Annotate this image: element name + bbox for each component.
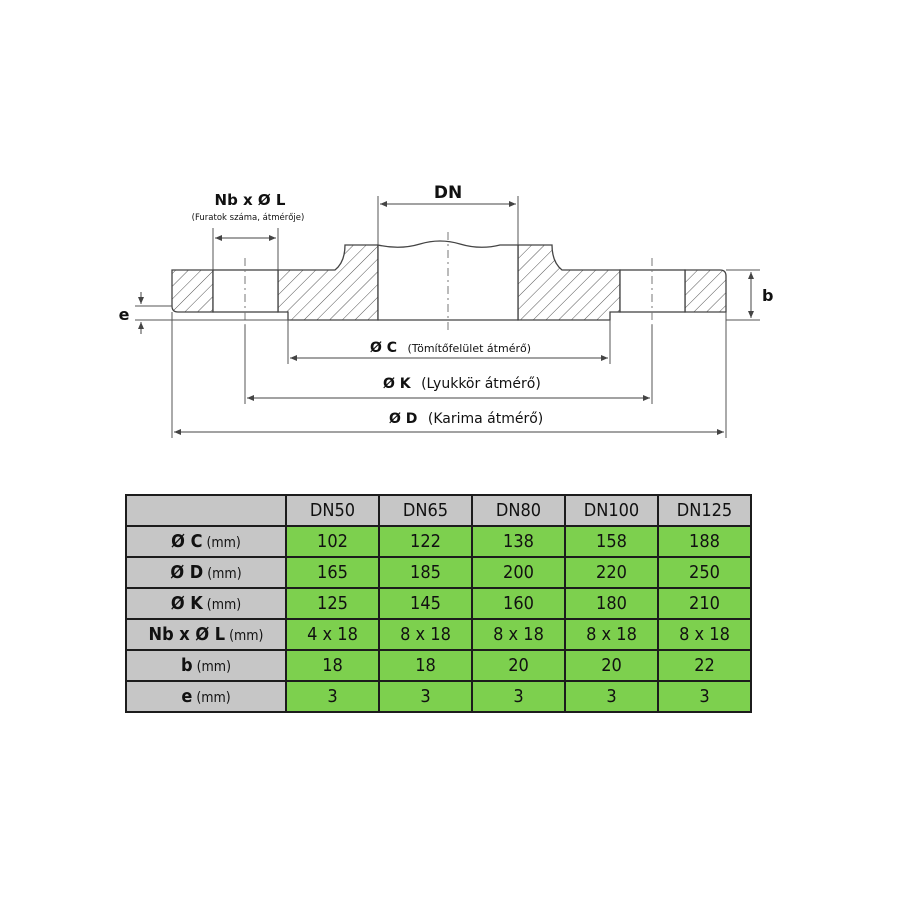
table-cell: 102 — [286, 526, 379, 557]
table-row — [126, 557, 751, 588]
d-dimension-label — [389, 411, 543, 427]
e-label: e — [118, 305, 130, 324]
table-header-row — [126, 495, 751, 526]
row-symbol: Ø D — [170, 562, 204, 583]
right-rim-section — [685, 270, 726, 312]
table-cell: 8 x 18 — [379, 619, 472, 650]
table-row — [126, 619, 751, 650]
column-header: DN125 — [658, 495, 751, 526]
row-header — [126, 681, 286, 712]
row-unit: (mm) — [196, 690, 231, 706]
row-symbol: Ø K — [170, 593, 203, 614]
nbl-sublabel: (Furatok száma, átmérője) — [191, 213, 305, 223]
table-cell: 188 — [658, 526, 751, 557]
row-symbol: e — [181, 686, 193, 707]
k-dimension-label — [383, 376, 541, 392]
table-cell: 180 — [565, 588, 658, 619]
row-unit: (mm) — [206, 597, 242, 613]
table-cell: 210 — [658, 588, 751, 619]
table-cell: 165 — [286, 557, 379, 588]
table-cell: 8 x 18 — [565, 619, 658, 650]
table-cell: 20 — [472, 650, 565, 681]
table-cell: 160 — [472, 588, 565, 619]
table-cell: 3 — [565, 681, 658, 712]
table-cell: 20 — [565, 650, 658, 681]
table-cell: 8 x 18 — [472, 619, 565, 650]
dn-label: DN — [433, 183, 463, 203]
table-cell: 22 — [658, 650, 751, 681]
table-row — [126, 650, 751, 681]
column-header: DN80 — [472, 495, 565, 526]
row-symbol: b — [181, 655, 193, 676]
table-cell: 3 — [472, 681, 565, 712]
table-cell: 18 — [286, 650, 379, 681]
table-cell: 125 — [286, 588, 379, 619]
table-corner-cell — [126, 495, 286, 526]
row-header — [126, 650, 286, 681]
d-symbol: Ø D — [389, 411, 418, 427]
table-cell: 8 x 18 — [658, 619, 751, 650]
table-row — [126, 588, 751, 619]
table-cell: 18 — [379, 650, 472, 681]
left-rim-section — [172, 270, 213, 312]
table-cell: 145 — [379, 588, 472, 619]
nbl-label: Nb x Ø L — [214, 191, 286, 209]
right-hub-section — [518, 245, 620, 320]
row-unit: (mm) — [229, 628, 264, 644]
table-cell: 4 x 18 — [286, 619, 379, 650]
column-header: DN50 — [286, 495, 379, 526]
table-row — [126, 681, 751, 712]
c-symbol: Ø C — [370, 340, 398, 356]
dimension-table — [125, 494, 752, 713]
table-cell: 3 — [286, 681, 379, 712]
row-header — [126, 619, 286, 650]
table-cell: 220 — [565, 557, 658, 588]
row-header — [126, 557, 286, 588]
column-header: DN100 — [565, 495, 658, 526]
k-text: (Lyukkör átmérő) — [421, 376, 541, 392]
row-symbol: Ø C — [171, 531, 203, 552]
c-text: (Tömítőfelület átmérő) — [407, 342, 532, 355]
k-symbol: Ø K — [383, 376, 411, 392]
table-cell: 138 — [472, 526, 565, 557]
table-row — [126, 526, 751, 557]
row-unit: (mm) — [206, 535, 241, 551]
table-cell: 122 — [379, 526, 472, 557]
row-symbol: Nb x Ø L — [148, 624, 226, 645]
row-unit: (mm) — [196, 659, 231, 675]
table-cell: 158 — [565, 526, 658, 557]
table-cell: 200 — [472, 557, 565, 588]
row-header — [126, 588, 286, 619]
left-hub-section — [278, 245, 378, 320]
table-cell: 185 — [379, 557, 472, 588]
row-header — [126, 526, 286, 557]
table-cell: 3 — [658, 681, 751, 712]
table-cell: 3 — [379, 681, 472, 712]
c-dimension-label — [370, 340, 531, 356]
flange-section — [172, 241, 726, 320]
b-label: b — [762, 286, 774, 305]
row-unit: (mm) — [207, 566, 242, 582]
table-cell: 250 — [658, 557, 751, 588]
column-header: DN65 — [379, 495, 472, 526]
d-text: (Karima átmérő) — [427, 411, 544, 427]
